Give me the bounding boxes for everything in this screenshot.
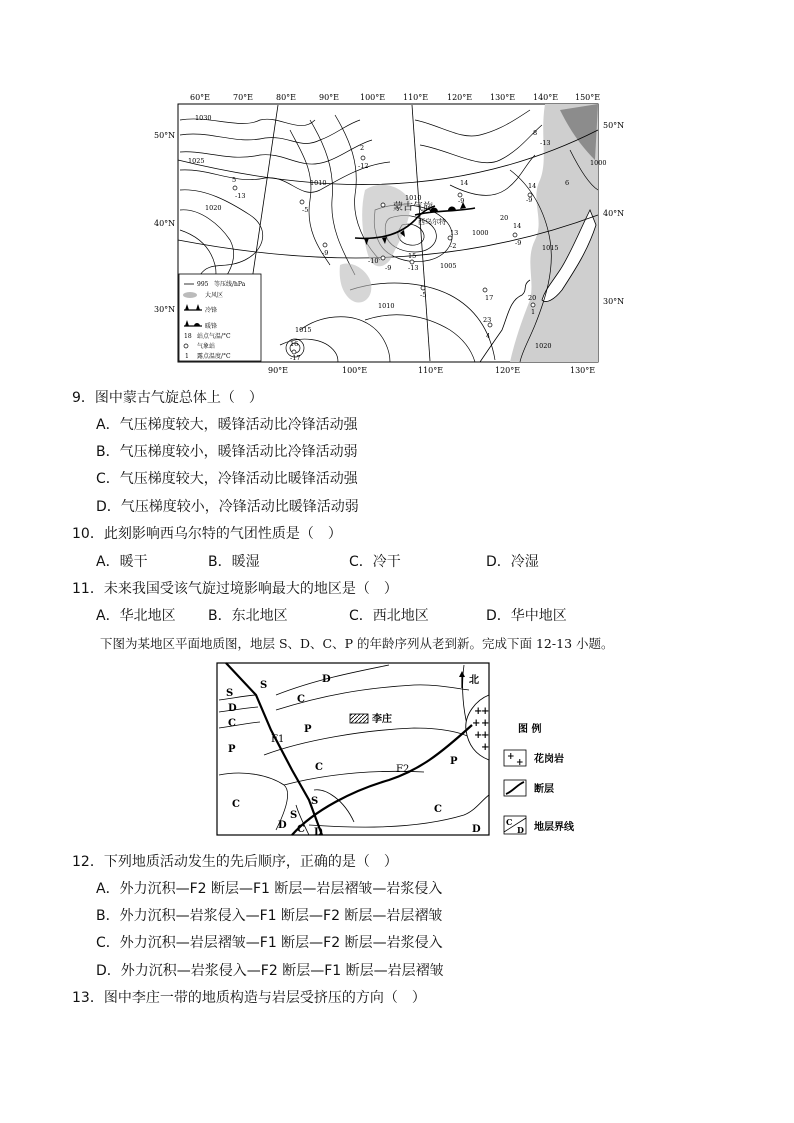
stratum-label: C xyxy=(297,694,305,705)
lat-label: 40°N xyxy=(603,209,625,218)
station-value: -13 xyxy=(540,139,551,147)
svg-text:+: + xyxy=(481,742,490,753)
question-11-option-c[interactable]: C．西北地区 xyxy=(349,608,429,624)
legend-warm-front: 暖锋 xyxy=(205,323,218,330)
station-value: -9 xyxy=(385,264,392,272)
lat-label: 40°N xyxy=(154,219,176,228)
station-value: 8 xyxy=(533,129,538,137)
question-9-option-c[interactable]: C．气压梯度较大，冷锋活动比暖锋活动强 xyxy=(96,471,358,487)
section-intro: 下图为某地区平面地质图，地层 S、D、C、P 的年龄序列从老到新。完成下面 12-13 小题。 xyxy=(100,636,614,651)
stratum-label: D xyxy=(472,824,481,835)
station-value: -9 xyxy=(515,239,522,247)
svg-text:+: + xyxy=(507,752,515,762)
svg-text:+: + xyxy=(474,730,483,741)
question-10-option-a[interactable]: A．暖干 xyxy=(96,554,148,570)
isobar-label: 1010 xyxy=(405,194,422,202)
station-value: -9 xyxy=(458,197,465,205)
stratum-label: P xyxy=(450,756,458,767)
fault-label: F1 xyxy=(271,734,285,745)
station-value: 14 xyxy=(460,179,469,187)
svg-text:+: + xyxy=(481,730,490,741)
lon-label: 140°E xyxy=(533,93,559,102)
stratum-label: D xyxy=(314,827,323,838)
stratum-label: C xyxy=(315,762,323,773)
station-value: -10 xyxy=(368,257,379,265)
fault-label: F2 xyxy=(396,764,410,775)
legend-temp-num: 18 xyxy=(184,333,192,340)
geo-legend xyxy=(504,722,575,835)
lon-label: 110°E xyxy=(418,366,444,375)
station-value: -5 xyxy=(420,291,427,299)
lon-label: 130°E xyxy=(570,366,596,375)
svg-text:+: + xyxy=(481,706,490,717)
stratum-label: C xyxy=(297,824,305,835)
legend-wind: 大风区 xyxy=(205,292,224,299)
legend-dew-point: 露点温度/°C xyxy=(197,353,231,360)
cyclone-label: 蒙古气旋 xyxy=(393,202,433,213)
station-value: 20 xyxy=(528,294,537,302)
lon-label: 80°E xyxy=(276,93,297,102)
stratum-label: D xyxy=(278,820,287,831)
lat-label: 50°N xyxy=(154,131,176,140)
legend-granite: 花岗岩 xyxy=(534,754,564,765)
isobar-label: 1020 xyxy=(535,342,552,350)
station-value: -17 xyxy=(290,354,301,362)
question-11-option-a[interactable]: A．华北地区 xyxy=(96,608,176,624)
question-12-option-d[interactable]: D．外力沉积—岩浆侵入—F2 断层—F1 断层—岩层褶皱 xyxy=(96,963,444,979)
lon-label: 120°E xyxy=(495,366,521,375)
station-value: 15 xyxy=(408,252,417,260)
lon-label: 110°E xyxy=(403,93,429,102)
stratum-label: D xyxy=(322,674,331,685)
station-value: -13 xyxy=(408,264,419,272)
lon-label: 70°E xyxy=(233,93,254,102)
village-label: 李庄 xyxy=(372,714,392,725)
isobar-label: 1015 xyxy=(542,244,559,252)
question-12-stem: 12．下列地质活动发生的先后顺序，正确的是（ ） xyxy=(72,854,398,870)
isobar-label: 1030 xyxy=(195,114,212,122)
weather-legend xyxy=(179,274,261,361)
legend-station: 气象站 xyxy=(197,343,216,350)
question-10-option-b[interactable]: B．暖湿 xyxy=(208,554,260,570)
station-value: 16 xyxy=(290,340,299,348)
svg-text:+: + xyxy=(481,718,490,729)
station-value: 20 xyxy=(500,214,509,222)
isobar-label: 1010 xyxy=(310,179,327,187)
lon-label: 100°E xyxy=(342,366,368,375)
station-value: 14 xyxy=(513,222,522,230)
stratum-label: P xyxy=(228,744,236,755)
question-10-stem: 10．此刻影响西乌尔特的气团性质是（ ） xyxy=(72,526,342,542)
svg-text:+: + xyxy=(516,758,524,768)
station-value: 5 xyxy=(232,176,237,184)
lat-label: 30°N xyxy=(154,305,176,314)
question-11-option-b[interactable]: B．东北地区 xyxy=(208,608,288,624)
geo-map-frame xyxy=(217,663,489,835)
station-value: 2 xyxy=(360,144,365,152)
question-13-stem: 13．图中李庄一带的地质构造与岩层受挤压的方向（ ） xyxy=(72,990,426,1006)
geologic-map-figure xyxy=(214,660,594,838)
question-10-option-c[interactable]: C．冷干 xyxy=(349,554,401,570)
isobar-label: 1000 xyxy=(472,229,489,237)
station-value: -9 xyxy=(322,249,329,257)
station-value: 23 xyxy=(483,316,492,324)
isobar-label: 1025 xyxy=(188,157,205,165)
question-10-option-d[interactable]: D．冷湿 xyxy=(486,554,539,570)
station-value: 14 xyxy=(528,182,537,190)
stratum-label: P xyxy=(304,724,312,735)
question-9-stem: 9．图中蒙古气旋总体上（ ） xyxy=(72,390,263,406)
station-value: 6 xyxy=(565,179,570,187)
lon-label: 100°E xyxy=(360,93,386,102)
stratum-label: S xyxy=(311,796,319,807)
stratum-label: D xyxy=(228,703,237,714)
question-9-option-b[interactable]: B．气压梯度较小，暖锋活动比冷锋活动弱 xyxy=(96,444,358,460)
stratum-label: C xyxy=(228,718,236,729)
legend-isobar-num: 995 xyxy=(197,281,209,288)
station-value: -13 xyxy=(235,192,246,200)
village-marker xyxy=(350,714,368,723)
lon-label: 90°E xyxy=(268,366,289,375)
legend-boundary: 地层界线 xyxy=(534,822,574,833)
lon-label: 130°E xyxy=(490,93,516,102)
lat-label: 50°N xyxy=(603,121,625,130)
isobar-label: 1020 xyxy=(205,204,222,212)
lon-label: 60°E xyxy=(190,93,211,102)
city-label: 西乌尔特 xyxy=(418,218,446,226)
svg-text:+: + xyxy=(472,718,481,729)
stratum-label: C xyxy=(232,799,240,810)
legend-station-temp: 站点气温/°C xyxy=(197,333,231,340)
stratum-label: S xyxy=(260,680,268,691)
question-11-stem: 11．未来我国受该气旋过境影响最大的地区是（ ） xyxy=(72,581,398,597)
lon-label: 120°E xyxy=(447,93,473,102)
legend-isobar: 等压线/hPa xyxy=(214,281,246,288)
weather-map-figure xyxy=(150,90,630,375)
stratum-label: S xyxy=(226,688,234,699)
station-value: -5 xyxy=(302,206,309,214)
station-value: -12 xyxy=(358,162,369,170)
station-value: 1 xyxy=(531,308,536,316)
station-value: -9 xyxy=(526,196,533,204)
question-9-option-d[interactable]: D．气压梯度较小，冷锋活动比暖锋活动弱 xyxy=(96,499,359,515)
legend-title: 图 例 xyxy=(518,724,542,735)
isobar-label: 1005 xyxy=(440,262,457,270)
stratum-label: S xyxy=(290,810,298,821)
question-12-option-b[interactable]: B．外力沉积—岩浆侵入—F1 断层—F2 断层—岩层褶皱 xyxy=(96,908,443,924)
station-value: 13 xyxy=(450,229,459,237)
question-12-option-c[interactable]: C．外力沉积—岩层褶皱—F1 断层—F2 断层—岩浆侵入 xyxy=(96,935,443,951)
north-label: 北 xyxy=(469,675,479,686)
lat-label: 30°N xyxy=(603,297,625,306)
lon-label: 90°E xyxy=(319,93,340,102)
legend-boundary-c: C xyxy=(506,817,513,827)
station-value: -2 xyxy=(450,242,457,250)
isobar-label: 1000 xyxy=(590,159,607,167)
question-11-option-d[interactable]: D．华中地区 xyxy=(486,608,567,624)
svg-text:+: + xyxy=(474,706,483,717)
question-12-option-a[interactable]: A．外力沉积—F2 断层—F1 断层—岩层褶皱—岩浆侵入 xyxy=(96,881,443,897)
isobar-label: 1010 xyxy=(378,302,395,310)
legend-cold-front: 冷锋 xyxy=(205,307,218,314)
lon-label: 150°E xyxy=(575,93,601,102)
station-value: 4 xyxy=(486,332,491,340)
station-value: 17 xyxy=(485,294,494,302)
legend-fault: 断层 xyxy=(534,784,554,795)
stratum-label: C xyxy=(434,804,442,815)
legend-dew-num: 1 xyxy=(185,353,189,360)
question-9-option-a[interactable]: A．气压梯度较大，暖锋活动比冷锋活动强 xyxy=(96,417,358,433)
legend-boundary-d: D xyxy=(517,825,524,835)
isobar-label: 1015 xyxy=(295,326,312,334)
